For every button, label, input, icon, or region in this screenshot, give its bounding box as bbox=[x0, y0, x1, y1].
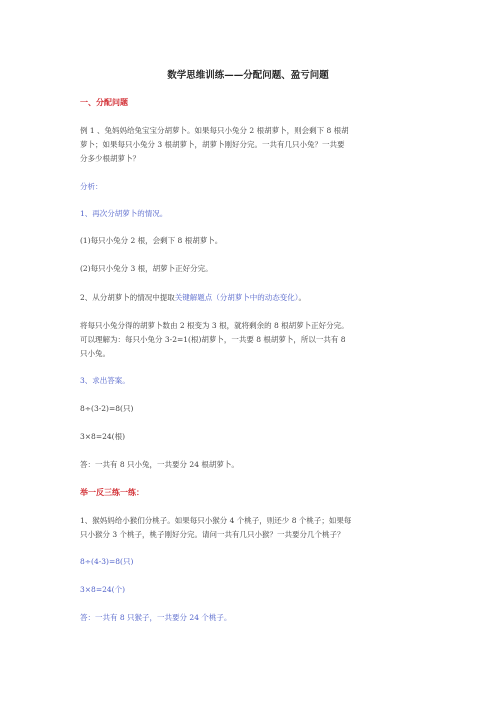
step-2 bbox=[80, 291, 420, 305]
step-1-text: 1、再次分胡萝卜的情况。 bbox=[80, 209, 168, 218]
step-2-prefix: 2、从分胡萝卜的情况中提取 bbox=[80, 293, 175, 302]
practice-heading: 举一反三练一练： bbox=[80, 488, 144, 497]
example-line-2: 萝卜；如果每只小兔分 3 根胡萝卜，胡萝卜刚好分完。一共有几只小兔？一共要 bbox=[80, 140, 345, 149]
explanation-line-2: 可以理解为：每只小兔分 3-2=1(根)胡萝卜，一共要 8 根胡萝卜，所以一共有 8 bbox=[80, 335, 346, 344]
practice-line-2: 只小猴分 3 个桃子，桃子刚好分完。请问一共有几只小猴？一共要分几个桃子？ bbox=[80, 530, 345, 539]
practice-line-1: 1、猴妈妈给小猴们分桃子。如果每只小猴分 4 个桃子，则还少 8 个桃子；如果每 bbox=[80, 516, 352, 525]
section-heading-distribution: 一、分配问题 bbox=[80, 98, 128, 107]
case-1: (1)每只小兔分 2 根，会剩下 8 根胡萝卜。 bbox=[80, 236, 223, 245]
practice-calculation-2: 3×8=24(个) bbox=[80, 585, 126, 594]
step-2-key-point: 关键解题点（分胡萝卜中的动态变化） bbox=[174, 293, 299, 302]
practice-answer: 答：一共有 8 只猴子，一共要分 24 个桃子。 bbox=[80, 613, 232, 622]
practice-question bbox=[80, 514, 420, 542]
explanation-line-1: 将每只小兔分得的胡萝卜数由 2 根变为 3 根，就将剩余的 8 根胡萝卜正好分完。 bbox=[80, 321, 349, 330]
example-paragraph bbox=[80, 124, 420, 166]
step-1 bbox=[80, 207, 420, 221]
practice-calculation-1: 8÷(4-3)=8(只) bbox=[80, 557, 134, 566]
example-line-3: 分多少根胡萝卜？ bbox=[80, 154, 140, 163]
explanation-paragraph bbox=[80, 319, 420, 361]
example-line-1: 例 1 、兔妈妈给兔宝宝分胡萝卜。如果每只小兔分 2 根胡萝卜，则会剩下 8 根胡 bbox=[80, 126, 349, 135]
answer-1: 答：一共有 8 只小兔，一共要分 24 根胡萝卜。 bbox=[80, 460, 239, 469]
calculation-1: 8÷(3-2)=8(只) bbox=[80, 404, 134, 413]
explanation-line-3: 只小兔。 bbox=[80, 349, 110, 358]
page-title: 数学思维训练——分配问题、盈亏问题 bbox=[167, 70, 329, 81]
case-2: (2)每只小兔分 3 根，胡萝卜正好分完。 bbox=[80, 264, 213, 273]
step-2-suffix: 。 bbox=[298, 293, 307, 302]
calculation-2: 3×8=24(根) bbox=[80, 432, 126, 441]
analysis-label: 分析： bbox=[80, 182, 103, 191]
step-3: 3、求出答案。 bbox=[80, 376, 130, 385]
